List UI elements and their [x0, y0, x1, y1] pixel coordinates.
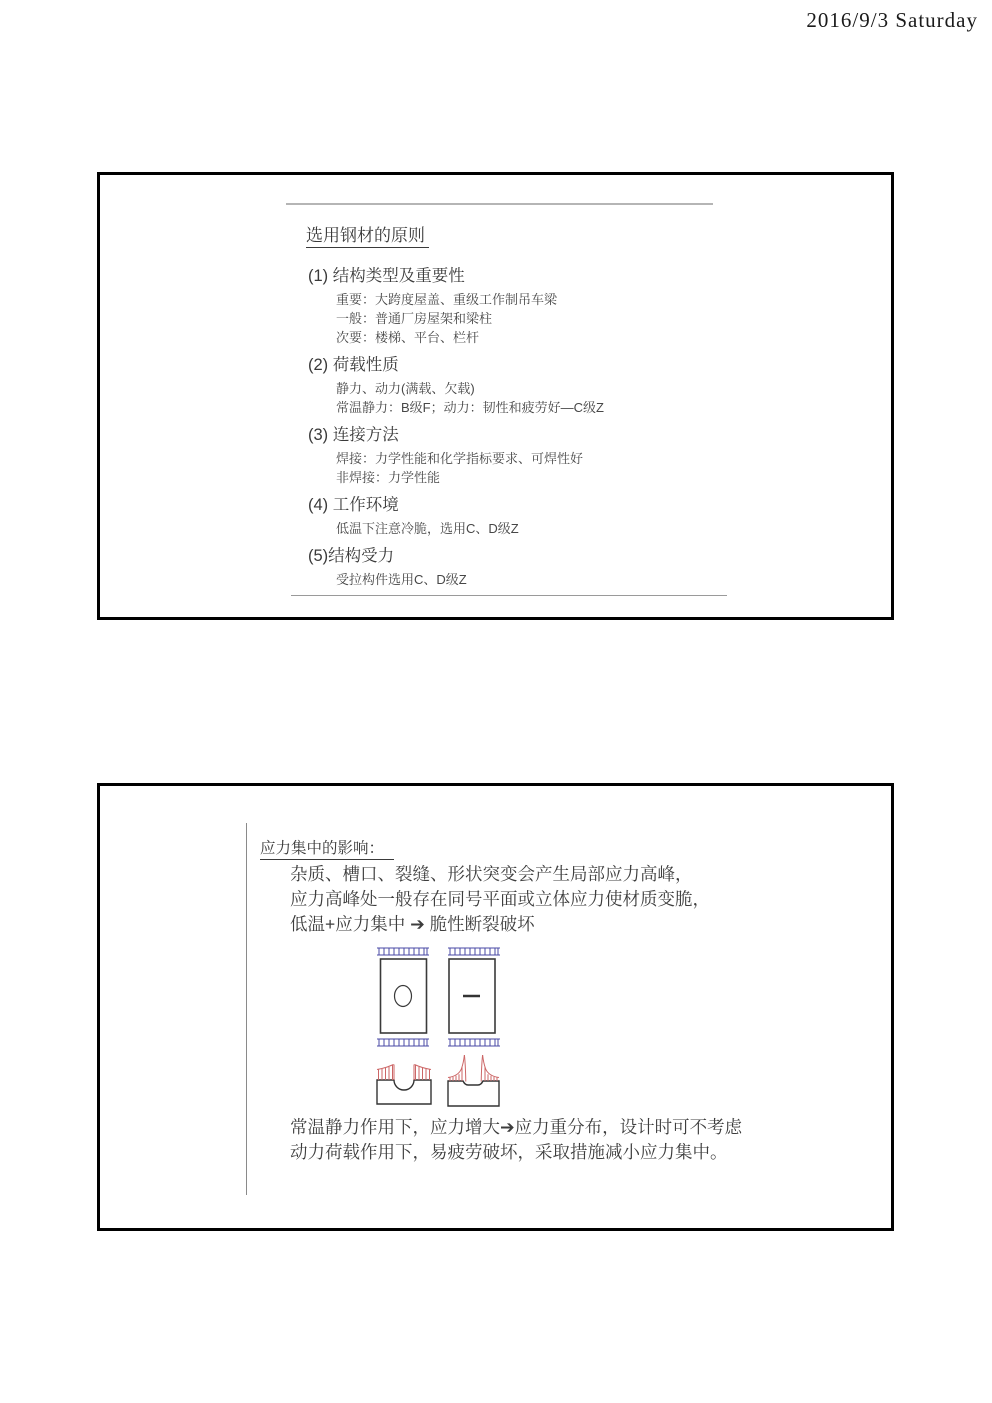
- section-subline: 常温静力：B级F；动力：韧性和疲劳好—C级Z: [336, 400, 604, 415]
- slide2-left-divider: [246, 823, 247, 1195]
- slide-frame-1: [97, 172, 894, 620]
- paragraph-line: 杂质、槽口、裂缝、形状突变会产生局部应力高峰，: [290, 864, 693, 884]
- section-subline: 静力、动力(满载、欠载): [336, 381, 475, 396]
- steel-plate: [381, 959, 427, 1033]
- slide2-title: 应力集中的影响：: [260, 836, 394, 858]
- section-working-environment: [286, 493, 713, 538]
- paragraph-line: 动力荷载作用下，易疲劳破坏，采取措施减小应力集中。: [290, 1142, 728, 1162]
- slide-frame-2: [97, 783, 894, 1231]
- paragraph-line: 常温静力作用下，应力增大➔应力重分布，设计时可不考虑: [290, 1117, 743, 1137]
- section-heading: (2) 荷载性质: [308, 356, 399, 374]
- section-subline: 次要：楼梯、平台、栏杆: [336, 330, 480, 345]
- section-subline: 非焊接：力学性能: [336, 470, 441, 485]
- load-arrows-band-bottom: [377, 1039, 429, 1046]
- section-subline: 重要：大跨度屋盖、重级工作制吊车梁: [336, 292, 558, 307]
- stress-distribution-curves: [377, 1065, 431, 1081]
- paragraph-line: 低温+应力集中 ➔ 脆性断裂破坏: [290, 914, 535, 934]
- section-subline: 一般：普通厂房屋架和梁柱: [336, 311, 493, 326]
- section-heading: (4) 工作环境: [308, 496, 399, 514]
- plate-with-crack-figure: [446, 947, 502, 1048]
- section-heading: (5)结构受力: [308, 547, 395, 565]
- section-heading: (1) 结构类型及重要性: [308, 267, 465, 285]
- stress-concentration-paragraph: [290, 862, 710, 937]
- stress-conclusion-paragraph: [290, 1115, 742, 1165]
- section-structural-force: [286, 544, 713, 589]
- plate-with-hole-figure: [375, 947, 431, 1048]
- section-subline: 受拉构件选用C、D级Z: [336, 572, 467, 587]
- sharp-notch-stress-figure: [446, 1053, 502, 1108]
- section-structure-type: [286, 264, 713, 347]
- section-subline: 低温下注意冷脆，选用C、D级Z: [336, 521, 519, 536]
- notched-block: [377, 1080, 431, 1104]
- page-date: 2016/9/3 Saturday: [806, 8, 978, 32]
- notched-block: [448, 1081, 499, 1106]
- slide1-bottom-divider: [291, 595, 727, 596]
- slide1-content-column: [286, 203, 713, 589]
- load-arrows-band-top: [377, 948, 429, 955]
- section-subline: 焊接：力学性能和化学指标要求、可焊性好: [336, 451, 584, 466]
- section-heading: (3) 连接方法: [308, 426, 399, 444]
- section-connection-method: [286, 423, 713, 487]
- round-notch-stress-figure: [374, 1053, 434, 1106]
- load-arrows-band-bottom: [448, 1039, 500, 1046]
- stress-peak-curves: [448, 1055, 499, 1082]
- slide1-title: 选用钢材的原则: [306, 221, 429, 246]
- section-load-nature: [286, 353, 713, 417]
- paragraph-line: 应力高峰处一般存在同号平面或立体应力使材质变脆，: [290, 889, 710, 909]
- load-arrows-band-top: [448, 948, 500, 955]
